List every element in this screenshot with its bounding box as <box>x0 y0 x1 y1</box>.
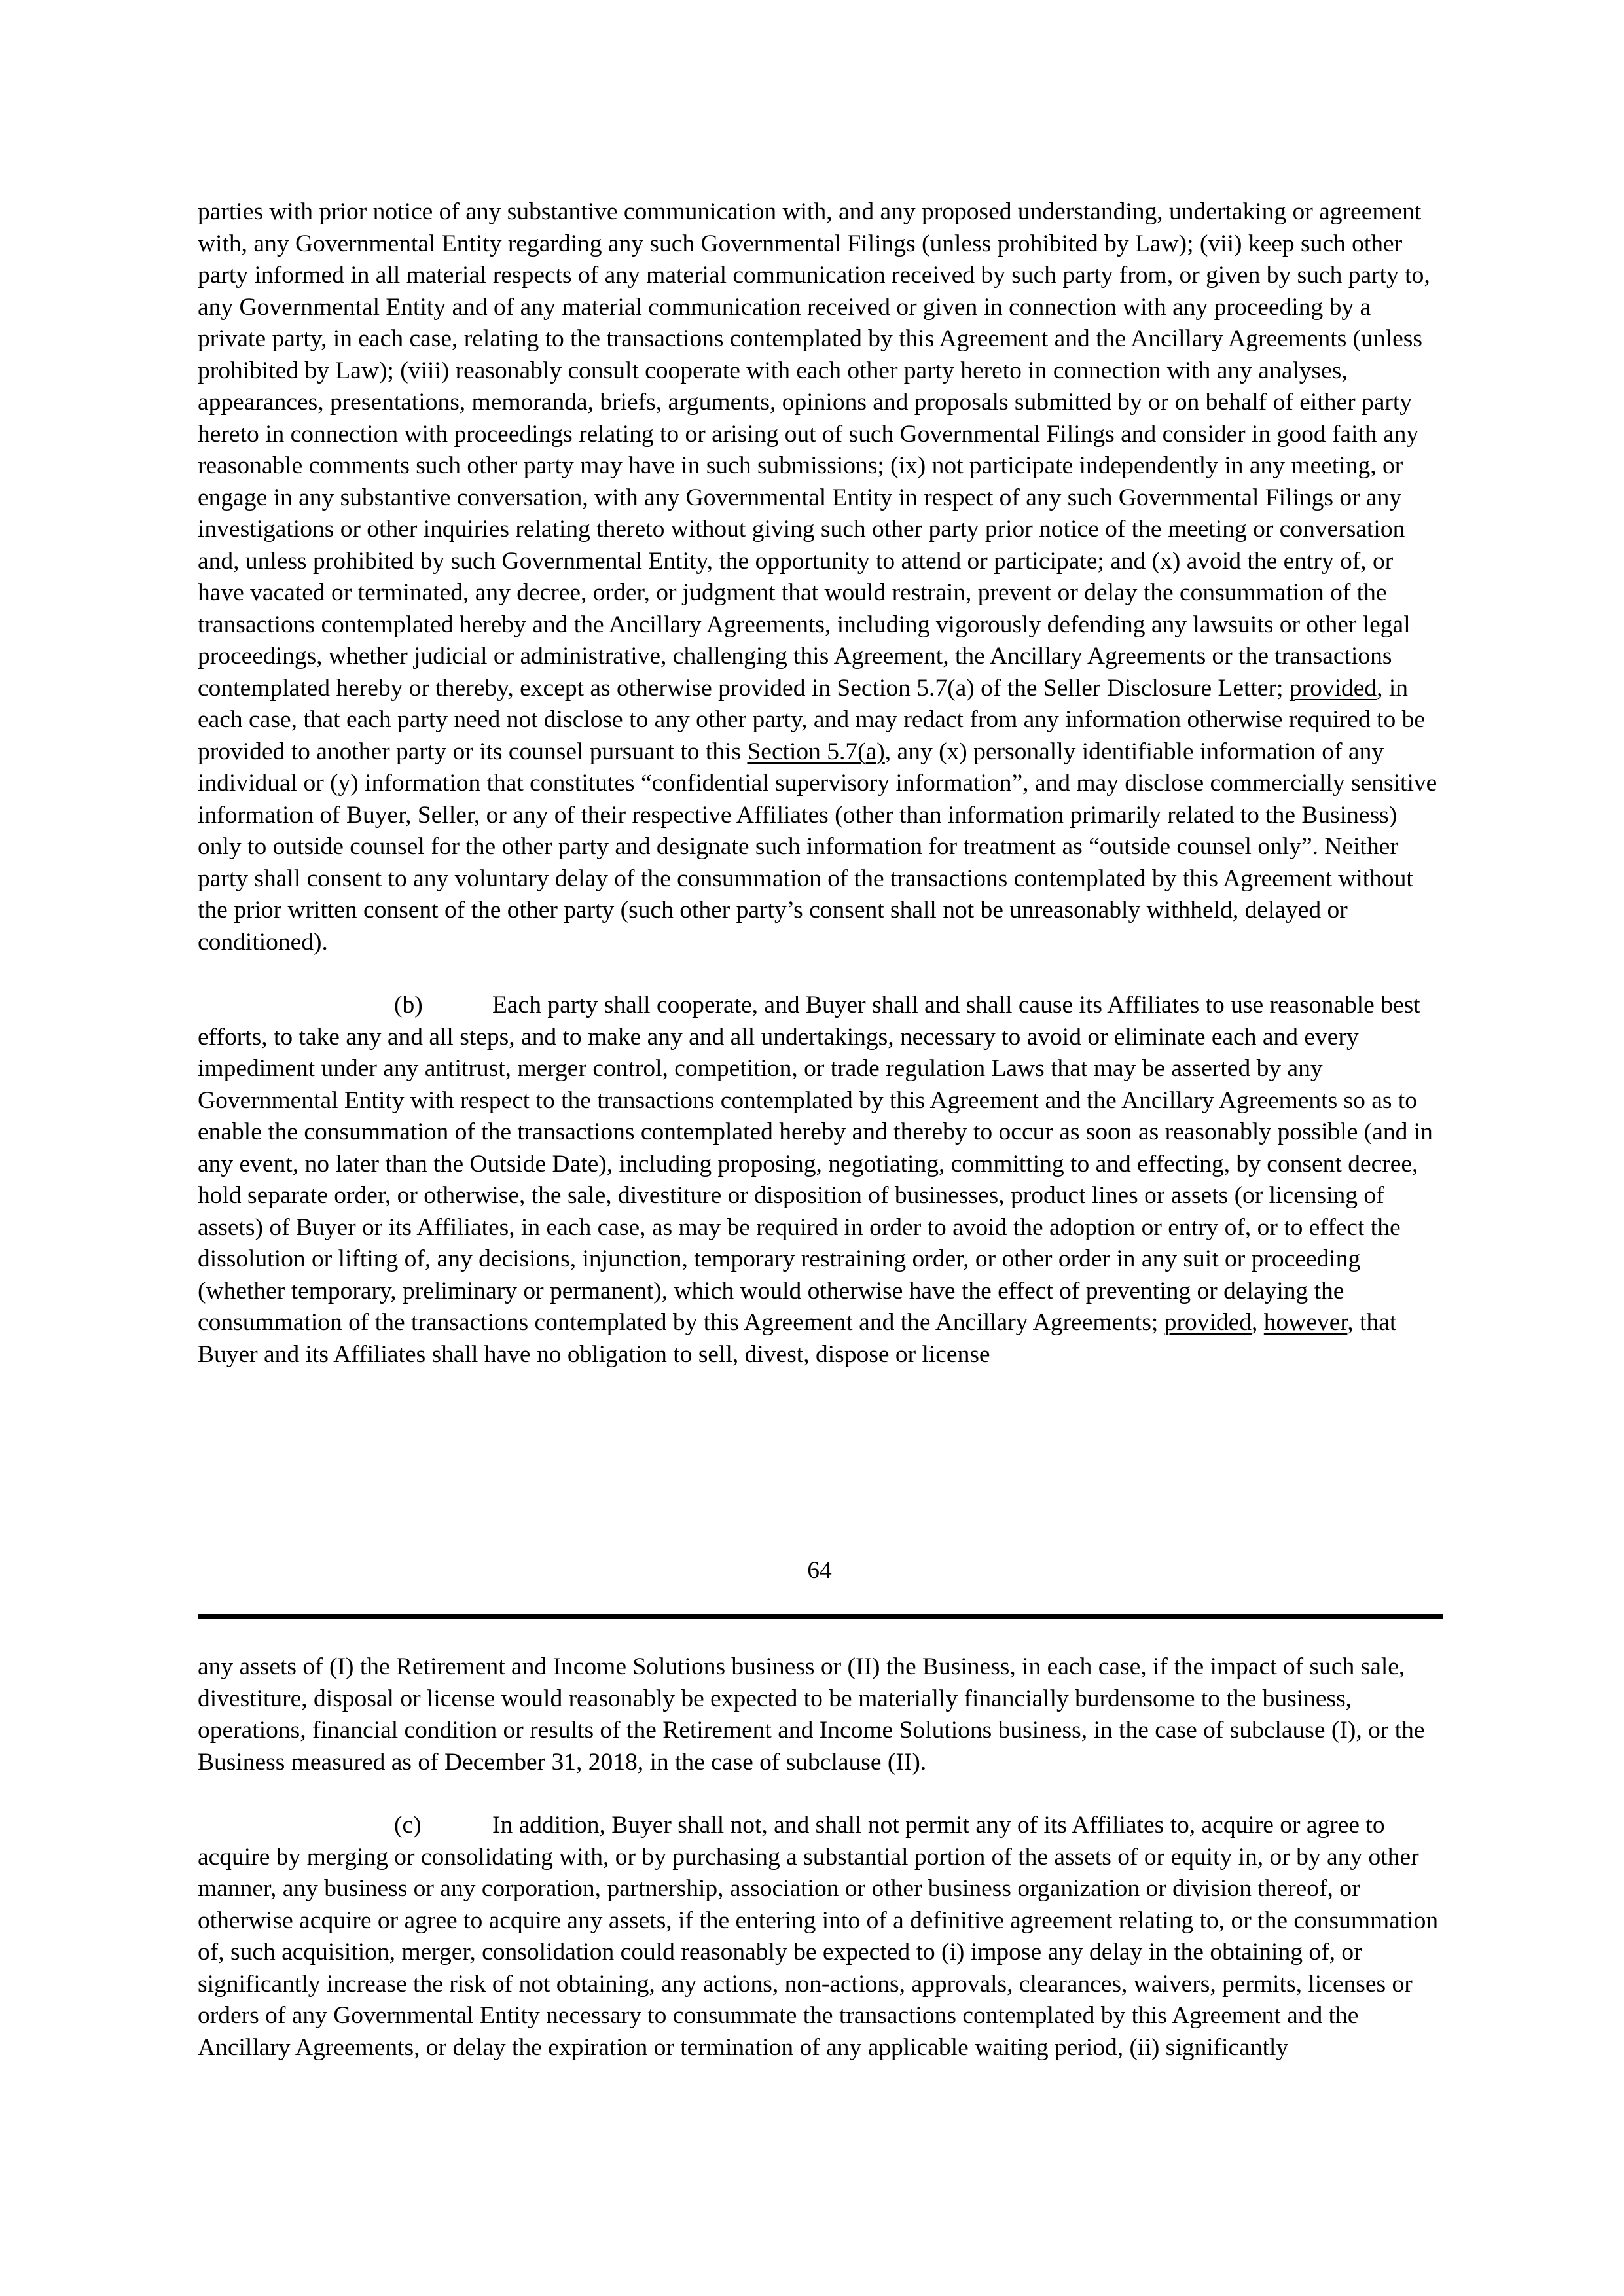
paragraph-b: (b) Each party shall cooperate, and Buyer shall and shall cause its Affiliates to use reasonable best efforts, to take any and all steps, and to make any and all undertakings, necessary to avoid or eliminate each and every impediment under any antitrust, merger control, competition, or trade regulation Laws that may be asserted by any Governmental Entity with respect to the transactions contemplated by this Agreement and the Ancillary Agreements so as to enable the consummation of the transactions contemplated hereby and thereby to occur as soon as reasonably possible (and in any event, no later than the Outside Date), including proposing, negotiating, committing to and effecting, by consent decree, hold separate order, or otherwise, the sale, divestiture or disposition of businesses, product lines or assets (or licensing of assets) of Buyer or its Affiliates, in each case, as may be required in order to avoid the adoption or entry of, or to effect the dissolution or lifting of, any decisions, injunction, temporary restraining order, or other order in any suit or proceeding (whether temporary, preliminary or permanent), which would otherwise have the effect of preventing or delaying the consummation of the transactions contemplated by this Agreement and the Ancillary Agreements; provided, however, that Buyer and its Affiliates shall have no obligation to sell, divest, dispose or license <box>198 990 1441 1371</box>
page-64-body <box>198 196 1441 1371</box>
paragraph-label-b: (b) <box>394 992 423 1018</box>
page-65-body <box>198 1651 1441 2064</box>
page-divider <box>198 1614 1443 1619</box>
paragraph-c: (c) In addition, Buyer shall not, and shall not permit any of its Affiliates to, acquire or agree to acquire by merging or consolidating with, or by purchasing a substantial portion of the assets of or equity in, or by any other manner, any business or any corporation, partnership, association or other business organization or division thereof, or otherwise acquire or agree to acquire any assets, if the entering into of a definitive agreement relating to, or the consummation of, such acquisition, merger, consolidation could reasonably be expected to (i) impose any delay in the obtaining of, or significantly increase the risk of not obtaining, any actions, non-actions, approvals, clearances, waivers, permits, licenses or orders of any Governmental Entity necessary to consummate the transactions contemplated by this Agreement and the Ancillary Agreements, or delay the expiration or termination of any applicable waiting period, (ii) significantly <box>198 1810 1441 2064</box>
provided-term: provided <box>1164 1309 1252 1336</box>
continuation-paragraph-b: any assets of (I) the Retirement and Income Solutions business or (II) the Business, in each case, if the impact of such sale, divestiture, disposal or license would reasonably be expected to be materially financially burdensome to the business, operations, financial condition or results of the Retirement and Income Solutions business, in the case of subclause (I), or the Business measured as of December 31, 2018, in the case of subclause (II). <box>198 1653 1425 1776</box>
section-reference: Section 5.7(a) <box>747 738 885 765</box>
page-number: 64 <box>807 1557 832 1584</box>
continuation-paragraph-a: parties with prior notice of any substantive communication with, and any proposed understanding, undertaking or agreement with, any Governmental Entity regarding any such Governmental Filings (unless prohibited by Law); (vii) keep such other party informed in all material respects of any material communication received by such party from, or given by such party to, any Governmental Entity and of any material communication received or given in connection with any proceeding by a private party, in each case, relating to the transactions contemplated by this Agreement and the Ancillary Agreements (unless prohibited by Law); (viii) reasonably consult cooperate with each other party hereto in connection with any analyses, appearances, presentations, memoranda, briefs, arguments, opinions and proposals submitted by or on behalf of either party hereto in connection with proceedings relating to or arising out of such Governmental Filings and consider in good faith any reasonable comments such other party may have in such submissions; (ix) not participate independently in any meeting, or engage in any substantive conversation, with any Governmental Entity in respect of any such Governmental Filings or any investigations or other inquiries relating thereto without giving such other party prior notice of the meeting or conversation and, unless prohibited by such Governmental Entity, the opportunity to attend or participate; and (x) avoid the entry of, or have vacated or terminated, any decree, order, or judgment that would restrain, prevent or delay the consummation of the transactions contemplated hereby and the Ancillary Agreements, including vigorously defending any lawsuits or other legal proceedings, whether judicial or administrative, challenging this Agreement, the Ancillary Agreements or the transactions contemplated hereby or thereby, except as otherwise provided in Section 5.7(a) of the Seller Disclosure Letter; provided, in each case, that each party need not disclose to any other party, and may redact from any information otherwise required to be provided to another party or its counsel pursuant to this Section 5.7(a), any (x) personally identifiable information of any individual or (y) information that constitutes “confidential supervisory information”, and may disclose commercially sensitive information of Buyer, Seller, or any of their respective Affiliates (other than information primarily related to the Business) only to outside counsel for the other party and designate such information for treatment as “outside counsel only”. Neither party shall consent to any voluntary delay of the consummation of the transactions contemplated by this Agreement without the prior written consent of the other party (such other party’s consent shall not be unreasonably withheld, delayed or conditioned). <box>198 198 1437 956</box>
paragraph-label-c: (c) <box>394 1812 422 1839</box>
provided-term: provided <box>1289 674 1377 702</box>
however-term: however <box>1263 1309 1348 1336</box>
